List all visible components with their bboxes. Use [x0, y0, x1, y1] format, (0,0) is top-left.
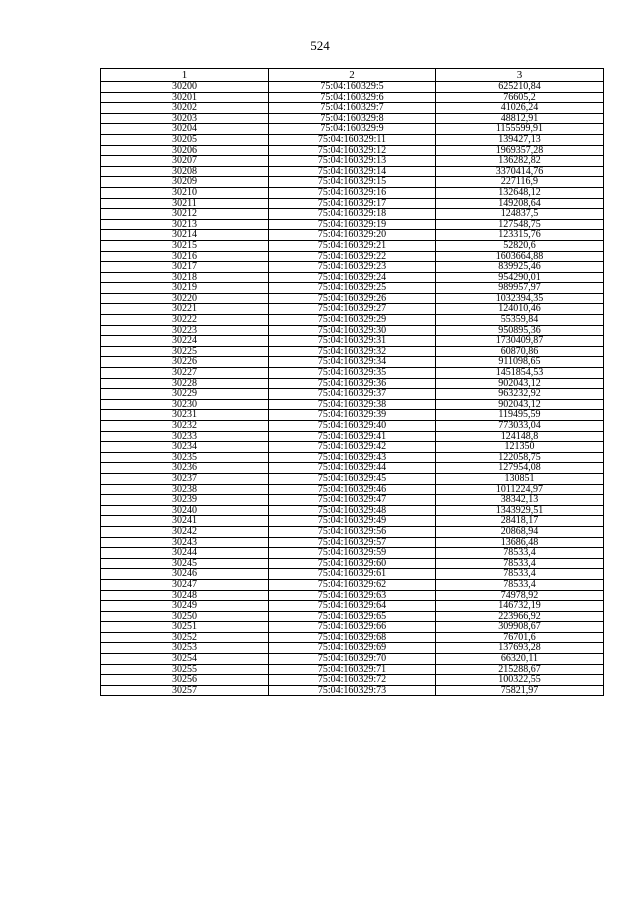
- row-number-cell: 30218: [101, 272, 269, 283]
- row-number-cell: 30240: [101, 505, 269, 516]
- cadastral-number-cell: 75:04:160329:66: [269, 622, 436, 633]
- value-cell: 119495,59: [436, 410, 604, 421]
- value-cell: 130851: [436, 473, 604, 484]
- value-cell: 1011224,97: [436, 484, 604, 495]
- table-row: [101, 230, 604, 241]
- row-number-cell: 30215: [101, 240, 269, 251]
- table-row: [101, 124, 604, 135]
- value-cell: 1730409,87: [436, 336, 604, 347]
- table-row: [101, 283, 604, 294]
- value-cell: 215288,67: [436, 664, 604, 675]
- row-number-cell: 30254: [101, 654, 269, 665]
- row-number-cell: 30227: [101, 368, 269, 379]
- row-number-cell: 30243: [101, 537, 269, 548]
- cadastral-number-cell: 75:04:160329:65: [269, 611, 436, 622]
- table-row: [101, 431, 604, 442]
- table-body: [101, 82, 604, 696]
- table-row: [101, 134, 604, 145]
- cadastral-number-cell: 75:04:160329:59: [269, 548, 436, 559]
- table-row: [101, 346, 604, 357]
- table-row: [101, 516, 604, 527]
- cadastral-number-cell: 75:04:160329:44: [269, 463, 436, 474]
- cadastral-number-cell: 75:04:160329:69: [269, 643, 436, 654]
- table-row: [101, 82, 604, 93]
- value-cell: 78533,4: [436, 558, 604, 569]
- table-row: [101, 103, 604, 114]
- cadastral-number-cell: 75:04:160329:47: [269, 495, 436, 506]
- value-cell: 20868,94: [436, 526, 604, 537]
- value-cell: 1032394,35: [436, 293, 604, 304]
- value-cell: 911098,65: [436, 357, 604, 368]
- cadastral-number-cell: 75:04:160329:68: [269, 632, 436, 643]
- row-number-cell: 30213: [101, 219, 269, 230]
- cadastral-number-cell: 75:04:160329:17: [269, 198, 436, 209]
- table-row: [101, 209, 604, 220]
- table-row: [101, 219, 604, 230]
- table-row: [101, 622, 604, 633]
- row-number-cell: 30238: [101, 484, 269, 495]
- value-cell: 1969357,28: [436, 145, 604, 156]
- cadastral-number-cell: 75:04:160329:37: [269, 389, 436, 400]
- page-number: 524: [310, 38, 330, 53]
- cadastral-number-cell: 75:04:160329:72: [269, 675, 436, 686]
- row-number-cell: 30249: [101, 601, 269, 612]
- row-number-cell: 30236: [101, 463, 269, 474]
- value-cell: 124010,46: [436, 304, 604, 315]
- value-cell: 13686,48: [436, 537, 604, 548]
- row-number-cell: 30233: [101, 431, 269, 442]
- table-header: [101, 69, 604, 82]
- row-number-cell: 30226: [101, 357, 269, 368]
- value-cell: 127548,75: [436, 219, 604, 230]
- cadastral-number-cell: 75:04:160329:41: [269, 431, 436, 442]
- value-cell: 78533,4: [436, 579, 604, 590]
- value-cell: 309908,67: [436, 622, 604, 633]
- table-row: [101, 187, 604, 198]
- table-row: [101, 145, 604, 156]
- value-cell: 137693,28: [436, 643, 604, 654]
- table-row: [101, 569, 604, 580]
- row-number-cell: 30239: [101, 495, 269, 506]
- value-cell: 963232,92: [436, 389, 604, 400]
- row-number-cell: 30216: [101, 251, 269, 262]
- value-cell: 76701,6: [436, 632, 604, 643]
- row-number-cell: 30201: [101, 92, 269, 103]
- table-row: [101, 685, 604, 696]
- cadastral-number-cell: 75:04:160329:43: [269, 452, 436, 463]
- table-row: [101, 262, 604, 273]
- table-row: [101, 537, 604, 548]
- row-number-cell: 30208: [101, 166, 269, 177]
- table-header-row: [101, 69, 604, 82]
- row-number-cell: 30244: [101, 548, 269, 559]
- table-row: [101, 399, 604, 410]
- table-row: [101, 463, 604, 474]
- cadastral-number-cell: 75:04:160329:21: [269, 240, 436, 251]
- value-cell: 146732,19: [436, 601, 604, 612]
- value-cell: 1451854,53: [436, 368, 604, 379]
- row-number-cell: 30228: [101, 378, 269, 389]
- value-cell: 75821,97: [436, 685, 604, 696]
- table-row: [101, 368, 604, 379]
- table-row: [101, 590, 604, 601]
- value-cell: 136282,82: [436, 156, 604, 167]
- cadastral-number-cell: 75:04:160329:61: [269, 569, 436, 580]
- row-number-cell: 30203: [101, 113, 269, 124]
- value-cell: 127954,08: [436, 463, 604, 474]
- cadastral-number-cell: 75:04:160329:9: [269, 124, 436, 135]
- table-row: [101, 251, 604, 262]
- cadastral-number-cell: 75:04:160329:19: [269, 219, 436, 230]
- cadastral-number-cell: 75:04:160329:25: [269, 283, 436, 294]
- table-row: [101, 643, 604, 654]
- table-row: [101, 336, 604, 347]
- row-number-cell: 30256: [101, 675, 269, 686]
- table-row: [101, 293, 604, 304]
- row-number-cell: 30241: [101, 516, 269, 527]
- table-row: [101, 484, 604, 495]
- value-cell: 52820,6: [436, 240, 604, 251]
- cadastral-number-cell: 75:04:160329:32: [269, 346, 436, 357]
- value-cell: 1343929,51: [436, 505, 604, 516]
- row-number-cell: 30202: [101, 103, 269, 114]
- table-row: [101, 177, 604, 188]
- table-row: [101, 558, 604, 569]
- row-number-cell: 30231: [101, 410, 269, 421]
- row-number-cell: 30204: [101, 124, 269, 135]
- cadastral-number-cell: 75:04:160329:48: [269, 505, 436, 516]
- cadastral-number-cell: 75:04:160329:18: [269, 209, 436, 220]
- table-row: [101, 526, 604, 537]
- row-number-cell: 30253: [101, 643, 269, 654]
- row-number-cell: 30232: [101, 421, 269, 432]
- value-cell: 625210,84: [436, 82, 604, 93]
- row-number-cell: 30248: [101, 590, 269, 601]
- value-cell: 78533,4: [436, 569, 604, 580]
- value-cell: 954290,01: [436, 272, 604, 283]
- cadastral-number-cell: 75:04:160329:5: [269, 82, 436, 93]
- row-number-cell: 30214: [101, 230, 269, 241]
- row-number-cell: 30251: [101, 622, 269, 633]
- cadastral-number-cell: 75:04:160329:60: [269, 558, 436, 569]
- cadastral-number-cell: 75:04:160329:22: [269, 251, 436, 262]
- row-number-cell: 30207: [101, 156, 269, 167]
- value-cell: 100322,55: [436, 675, 604, 686]
- table-row: [101, 389, 604, 400]
- value-cell: 78533,4: [436, 548, 604, 559]
- cadastral-number-cell: 75:04:160329:35: [269, 368, 436, 379]
- cadastral-number-cell: 75:04:160329:46: [269, 484, 436, 495]
- row-number-cell: 30220: [101, 293, 269, 304]
- value-cell: 773033,04: [436, 421, 604, 432]
- row-number-cell: 30235: [101, 452, 269, 463]
- table-row: [101, 113, 604, 124]
- cadastral-number-cell: 75:04:160329:24: [269, 272, 436, 283]
- table-row: [101, 378, 604, 389]
- value-cell: 3370414,76: [436, 166, 604, 177]
- row-number-cell: 30219: [101, 283, 269, 294]
- table-row: [101, 675, 604, 686]
- table-row: [101, 304, 604, 315]
- table-row: [101, 442, 604, 453]
- cadastral-number-cell: 75:04:160329:73: [269, 685, 436, 696]
- row-number-cell: 30221: [101, 304, 269, 315]
- table-row: [101, 166, 604, 177]
- row-number-cell: 30205: [101, 134, 269, 145]
- table-row: [101, 452, 604, 463]
- row-number-cell: 30250: [101, 611, 269, 622]
- table-row: [101, 410, 604, 421]
- value-cell: 60870,86: [436, 346, 604, 357]
- table-row: [101, 548, 604, 559]
- row-number-cell: 30230: [101, 399, 269, 410]
- value-cell: 989957,97: [436, 283, 604, 294]
- cadastral-number-cell: 75:04:160329:15: [269, 177, 436, 188]
- row-number-cell: 30246: [101, 569, 269, 580]
- cadastral-number-cell: 75:04:160329:7: [269, 103, 436, 114]
- row-number-cell: 30211: [101, 198, 269, 209]
- table-row: [101, 664, 604, 675]
- cadastral-number-cell: 75:04:160329:16: [269, 187, 436, 198]
- table-row: [101, 325, 604, 336]
- table-row: [101, 601, 604, 612]
- value-cell: 28418,17: [436, 516, 604, 527]
- row-number-cell: 30234: [101, 442, 269, 453]
- cadastral-number-cell: 75:04:160329:23: [269, 262, 436, 273]
- row-number-cell: 30237: [101, 473, 269, 484]
- cadastral-number-cell: 75:04:160329:20: [269, 230, 436, 241]
- table-row: [101, 611, 604, 622]
- value-cell: 132648,12: [436, 187, 604, 198]
- row-number-cell: 30257: [101, 685, 269, 696]
- cadastral-number-cell: 75:04:160329:49: [269, 516, 436, 527]
- row-number-cell: 30206: [101, 145, 269, 156]
- data-table: [100, 68, 604, 696]
- cadastral-number-cell: 75:04:160329:26: [269, 293, 436, 304]
- cadastral-number-cell: 75:04:160329:11: [269, 134, 436, 145]
- cadastral-number-cell: 75:04:160329:13: [269, 156, 436, 167]
- table-row: [101, 156, 604, 167]
- value-cell: 55359,84: [436, 315, 604, 326]
- table-row: [101, 421, 604, 432]
- row-number-cell: 30223: [101, 325, 269, 336]
- value-cell: 839925,46: [436, 262, 604, 273]
- column-header-3: 3: [436, 69, 604, 82]
- value-cell: 66320,11: [436, 654, 604, 665]
- cadastral-number-cell: 75:04:160329:56: [269, 526, 436, 537]
- value-cell: 223966,92: [436, 611, 604, 622]
- table-row: [101, 473, 604, 484]
- cadastral-number-cell: 75:04:160329:34: [269, 357, 436, 368]
- value-cell: 121350: [436, 442, 604, 453]
- cadastral-number-cell: 75:04:160329:8: [269, 113, 436, 124]
- row-number-cell: 30245: [101, 558, 269, 569]
- value-cell: 902043,12: [436, 378, 604, 389]
- table-row: [101, 654, 604, 665]
- row-number-cell: 30209: [101, 177, 269, 188]
- value-cell: 124148,8: [436, 431, 604, 442]
- cadastral-number-cell: 75:04:160329:71: [269, 664, 436, 675]
- value-cell: 122058,75: [436, 452, 604, 463]
- value-cell: 1603664,88: [436, 251, 604, 262]
- cadastral-number-cell: 75:04:160329:30: [269, 325, 436, 336]
- cadastral-number-cell: 75:04:160329:45: [269, 473, 436, 484]
- row-number-cell: 30255: [101, 664, 269, 675]
- value-cell: 139427,13: [436, 134, 604, 145]
- row-number-cell: 30229: [101, 389, 269, 400]
- table-row: [101, 579, 604, 590]
- row-number-cell: 30200: [101, 82, 269, 93]
- value-cell: 38342,13: [436, 495, 604, 506]
- value-cell: 41026,24: [436, 103, 604, 114]
- cadastral-number-cell: 75:04:160329:64: [269, 601, 436, 612]
- cadastral-number-cell: 75:04:160329:31: [269, 336, 436, 347]
- value-cell: 1155599,91: [436, 124, 604, 135]
- row-number-cell: 30247: [101, 579, 269, 590]
- value-cell: 74978,92: [436, 590, 604, 601]
- cadastral-number-cell: 75:04:160329:38: [269, 399, 436, 410]
- table-row: [101, 505, 604, 516]
- cadastral-number-cell: 75:04:160329:70: [269, 654, 436, 665]
- row-number-cell: 30222: [101, 315, 269, 326]
- table-row: [101, 240, 604, 251]
- cadastral-number-cell: 75:04:160329:39: [269, 410, 436, 421]
- cadastral-number-cell: 75:04:160329:6: [269, 92, 436, 103]
- column-header-1: 1: [101, 69, 269, 82]
- table-row: [101, 632, 604, 643]
- cadastral-number-cell: 75:04:160329:42: [269, 442, 436, 453]
- value-cell: 902043,12: [436, 399, 604, 410]
- cadastral-number-cell: 75:04:160329:36: [269, 378, 436, 389]
- cadastral-number-cell: 75:04:160329:12: [269, 145, 436, 156]
- table-row: [101, 92, 604, 103]
- table-row: [101, 495, 604, 506]
- row-number-cell: 30242: [101, 526, 269, 537]
- value-cell: 149208,64: [436, 198, 604, 209]
- column-header-2: 2: [269, 69, 436, 82]
- row-number-cell: 30225: [101, 346, 269, 357]
- cadastral-number-cell: 75:04:160329:40: [269, 421, 436, 432]
- table-row: [101, 198, 604, 209]
- table-row: [101, 357, 604, 368]
- value-cell: 76605,2: [436, 92, 604, 103]
- value-cell: 950895,36: [436, 325, 604, 336]
- value-cell: 48812,91: [436, 113, 604, 124]
- row-number-cell: 30224: [101, 336, 269, 347]
- table-row: [101, 315, 604, 326]
- value-cell: 123315,76: [436, 230, 604, 241]
- value-cell: 124837,5: [436, 209, 604, 220]
- row-number-cell: 30212: [101, 209, 269, 220]
- cadastral-number-cell: 75:04:160329:29: [269, 315, 436, 326]
- row-number-cell: 30217: [101, 262, 269, 273]
- row-number-cell: 30252: [101, 632, 269, 643]
- cadastral-number-cell: 75:04:160329:62: [269, 579, 436, 590]
- cadastral-number-cell: 75:04:160329:57: [269, 537, 436, 548]
- cadastral-number-cell: 75:04:160329:14: [269, 166, 436, 177]
- row-number-cell: 30210: [101, 187, 269, 198]
- value-cell: 227116,9: [436, 177, 604, 188]
- cadastral-number-cell: 75:04:160329:27: [269, 304, 436, 315]
- table-row: [101, 272, 604, 283]
- cadastral-number-cell: 75:04:160329:63: [269, 590, 436, 601]
